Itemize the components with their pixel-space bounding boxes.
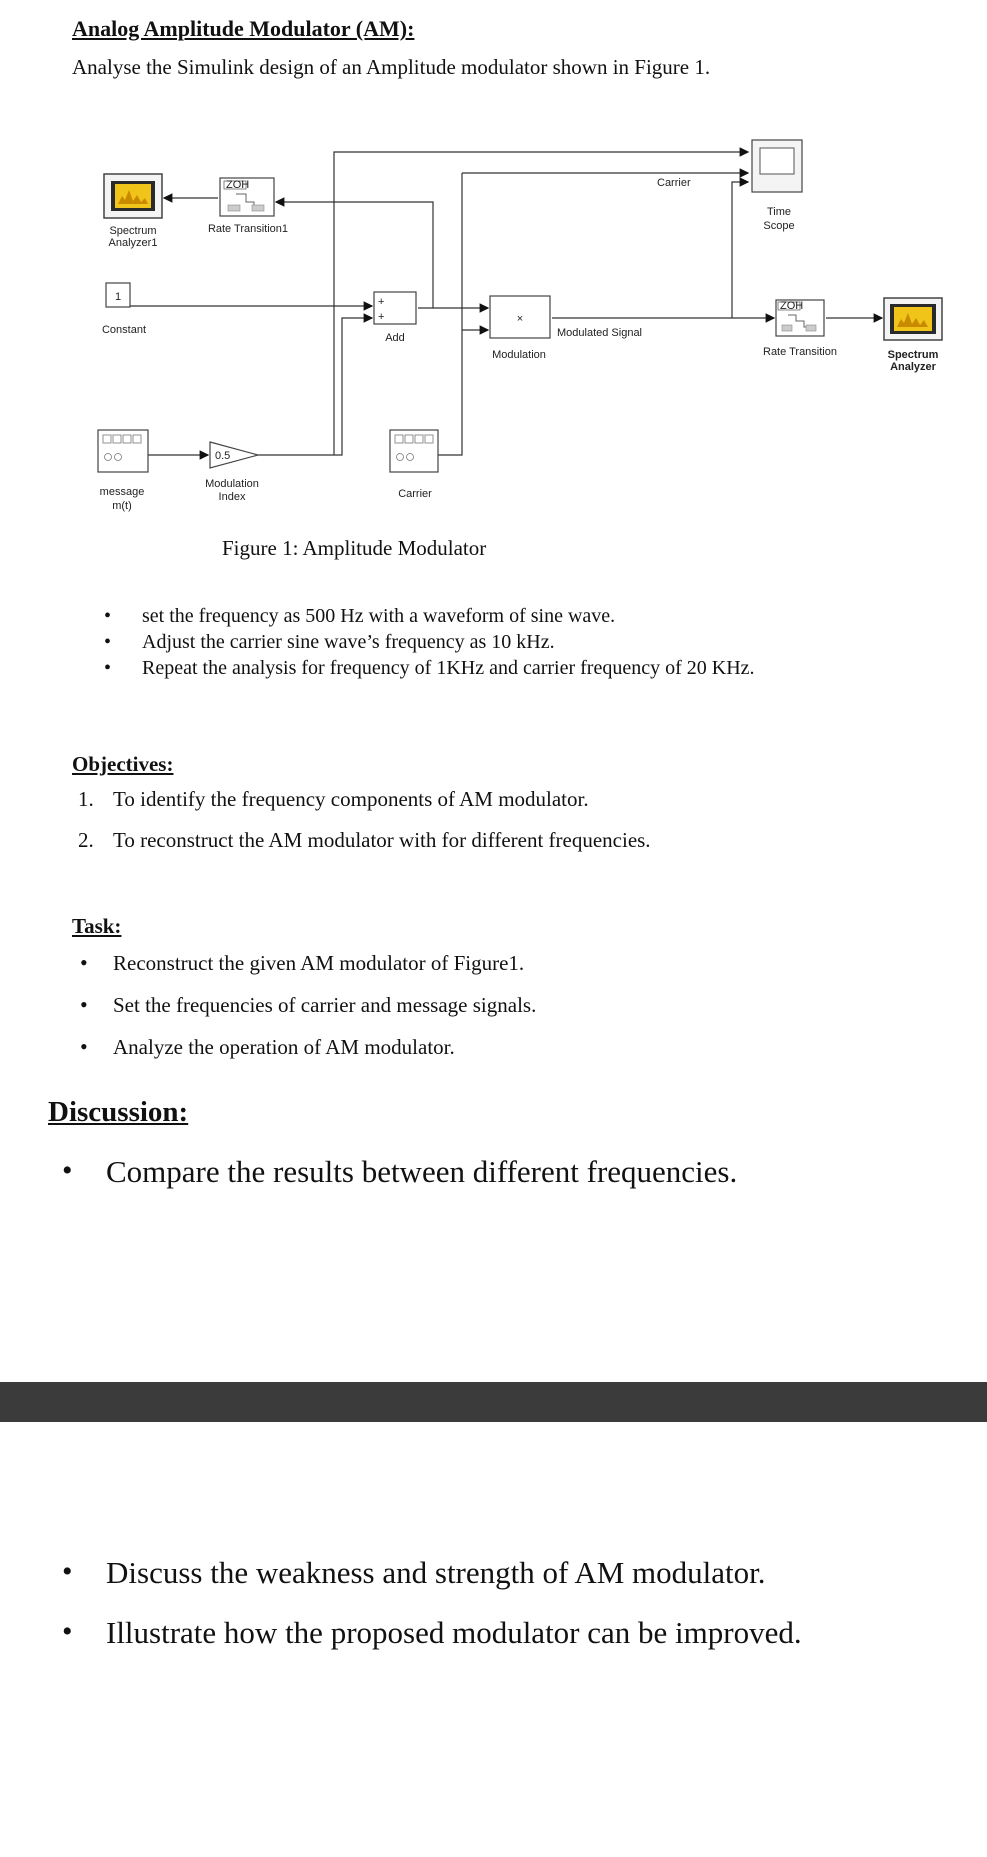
wire-modsig-to-scope <box>732 182 748 318</box>
modulated-signal-label: Modulated Signal <box>557 327 643 339</box>
spectrum-analyzer-block[interactable] <box>884 298 942 340</box>
discussion-list-2 <box>62 1555 802 1651</box>
constant-value: 1 <box>114 291 122 303</box>
list-item: • Illustrate how the proposed modulator can be improved. <box>62 1615 802 1651</box>
time-scope-label-2: Scope <box>763 220 795 232</box>
time-scope-label-1: Time <box>766 206 792 218</box>
list-item <box>72 828 651 869</box>
zoh-label-2: ZOH <box>780 300 804 312</box>
zoh-label-1: ZOH <box>226 179 250 191</box>
modulation-index-label-2: Index <box>218 491 246 503</box>
wire-carrier-vertical <box>436 173 462 455</box>
discussion-list-1 <box>62 1154 737 1190</box>
carrier-source-block[interactable] <box>390 430 438 472</box>
list-item: • Discuss the weakness and strength of AM modulator. <box>62 1555 802 1615</box>
add-label: Add <box>385 332 405 344</box>
modulation-symbol: × <box>516 313 524 325</box>
message-label-2: m(t) <box>112 500 132 512</box>
figure-caption: Figure 1: Amplitude Modulator <box>222 536 487 560</box>
gain-value: 0.5 <box>215 450 231 462</box>
list-item: • Repeat the analysis for frequency of 1KHz and carrier frequency of 20 KHz. <box>104 655 755 681</box>
list-item: • Analyze the operation of AM modulator. <box>80 1035 536 1077</box>
modulation-index-label-1: Modulation <box>205 478 259 490</box>
simulink-diagram <box>0 0 987 540</box>
spectrum-analyzer1-label-2: Analyzer1 <box>108 237 158 249</box>
spectrum-analyzer1-label-1: Spectrum <box>109 225 157 237</box>
spectrum-analyzer1-block[interactable] <box>104 174 162 218</box>
message-label-1: message <box>99 486 145 498</box>
message-source-block[interactable] <box>98 430 148 472</box>
task-title: Task: <box>72 914 122 938</box>
task-list <box>80 951 536 1077</box>
intro-text: Analyse the Simulink design of an Amplitude modulator shown in Figure 1. <box>72 55 711 79</box>
list-item: • Reconstruct the given AM modulator of Figure1. <box>80 951 536 993</box>
rate-transition-label: Rate Transition <box>763 346 837 358</box>
page-divider-band <box>0 1382 987 1422</box>
objectives-title: Objectives: <box>72 752 174 776</box>
rate-transition1-label: Rate Transition1 <box>207 223 289 235</box>
list-number: 1. <box>78 787 94 811</box>
modulation-label: Modulation <box>492 349 546 361</box>
discussion-title: Discussion: <box>48 1096 189 1128</box>
page-title: Analog Amplitude Modulator (AM): <box>72 16 415 41</box>
wire-gain-to-add <box>258 318 372 455</box>
add-block[interactable] <box>374 292 416 324</box>
svg-text:+: + <box>378 296 385 308</box>
list-item <box>72 787 651 828</box>
carrier-source-label: Carrier <box>398 488 432 500</box>
list-item: • Compare the results between different frequencies. <box>62 1154 737 1190</box>
list-item: • Adjust the carrier sine wave’s frequency as 10 kHz. <box>104 629 755 655</box>
list-item: • set the frequency as 500 Hz with a waveform of sine wave. <box>104 603 755 629</box>
spectrum-analyzer-label-2: Analyzer <box>890 361 936 373</box>
objectives-list <box>72 787 651 869</box>
spectrum-analyzer-label-1: Spectrum <box>887 349 939 361</box>
list-text: To identify the frequency components of AM modulator. <box>113 787 589 811</box>
list-text: To reconstruct the AM modulator with for different frequencies. <box>113 828 651 852</box>
list-item: • Set the frequencies of carrier and message signals. <box>80 993 536 1035</box>
svg-text:+: + <box>378 311 385 323</box>
steps-list <box>104 603 755 681</box>
list-number: 2. <box>78 828 94 852</box>
constant-label: Constant <box>101 324 147 336</box>
time-scope-block[interactable] <box>752 140 802 192</box>
carrier-wire-label: Carrier <box>657 177 691 189</box>
